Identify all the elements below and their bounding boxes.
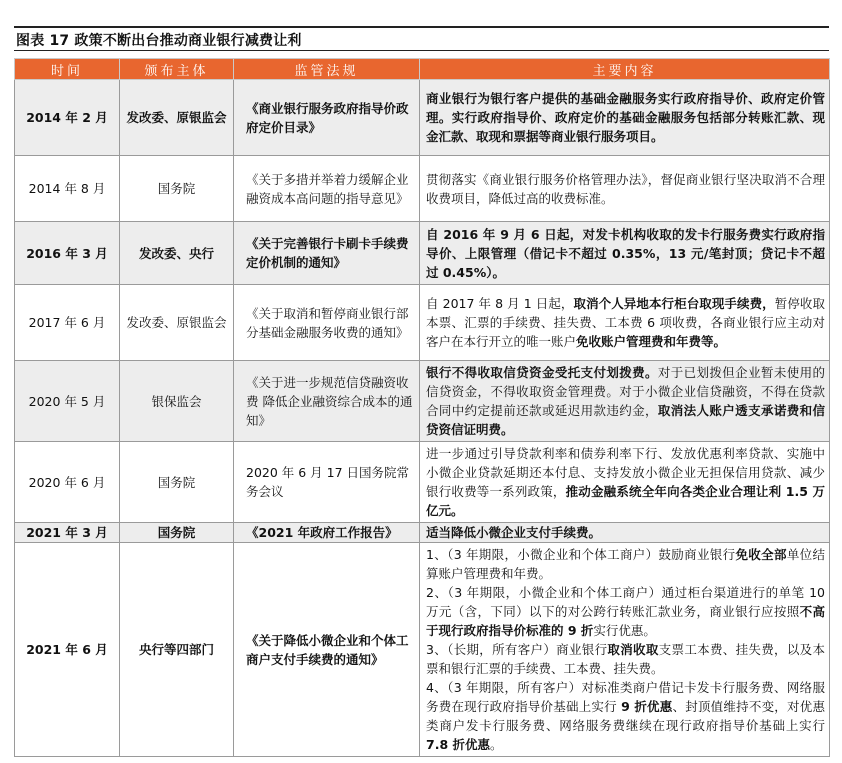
cell-content (420, 156, 830, 222)
cell-time: 2020 年 6 月 (15, 442, 120, 523)
cell-content (420, 361, 830, 442)
cell-content (420, 523, 830, 543)
cell-content (420, 80, 830, 156)
content-text: 贯彻落实《商业银行服务价格管理办法》，督促商业银行坚决取消不合理收费项目，降低过高的收费标准。 (426, 171, 825, 206)
cell-regulation: 《关于降低小微企业和个体工商户支付手续费的通知》 (234, 543, 420, 757)
table-row (15, 361, 830, 442)
content-text: 支票工本费、挂失费，以及本票和银行汇票的手续费、工本费、挂失费。 (426, 642, 825, 676)
content-paragraph (426, 583, 825, 640)
content-text: 1、（3 年期限，小微企业和个体工商户）鼓励商业银行 (426, 547, 736, 562)
cell-regulation: 《关于多措并举着力缓解企业融资成本高问题的指导意见》 (234, 156, 420, 222)
content-emphasis: 免收账户管理费和年费等。 (576, 334, 727, 349)
content-emphasis: 取消法人账户透支承诺费和信贷资信证明费。 (426, 403, 825, 437)
table-row (15, 156, 830, 222)
content-emphasis: 商业银行为银行客户提供的基础金融服务实行政府指导价、政府定价管理。实行政府指导价、政府定价的基础金融服务包括部分转账汇款、现金汇款、取现和票据等商业银行服务项目。 (426, 91, 825, 144)
figure-title: 图表 17 政策不断出台推动商业银行减费让利 (16, 33, 302, 49)
content-paragraph (426, 678, 825, 754)
table-row (15, 222, 830, 285)
cell-issuer: 发改委、央行 (120, 222, 234, 285)
cell-regulation: 2020 年 6 月 17 日国务院常务会议 (234, 442, 420, 523)
content-emphasis: 不高于现行政府指导价标准的 9 折 (426, 604, 825, 638)
content-text: 、封顶值维持不变，对优惠类商户发卡行服务费、网络服务费继续在现行政府指导价基础上实行 (426, 699, 825, 733)
cell-content (420, 222, 830, 285)
cell-issuer: 银保监会 (120, 361, 234, 442)
cell-content (420, 285, 830, 361)
content-text: 2、（3 年期限，小微企业和个体工商户）通过柜台渠道进行的单笔 10 万元（含，下同）以下的对公跨行转账汇款业务，商业银行应按照 (426, 585, 825, 619)
content-text: 进一步通过引导贷款利率和债券利率下行、发放优惠利率贷款、实施中小微企业贷款延期还本付息、支持发放小微企业无担保信用贷款、减少银行收费等一系列政策， (426, 446, 825, 499)
content-paragraph (426, 640, 825, 678)
policy-table (14, 58, 830, 757)
cell-content (420, 543, 830, 757)
cell-time: 2017 年 6 月 (15, 285, 120, 361)
cell-regulation: 《关于取消和暂停商业银行部分基础金融服务收费的通知》 (234, 285, 420, 361)
table-row (15, 523, 830, 543)
cell-regulation: 《2021 年政府工作报告》 (234, 523, 420, 543)
content-text: 单位结算账户管理费和年费。 (426, 547, 825, 581)
content-emphasis: 免收全部 (735, 547, 787, 562)
cell-time: 2020 年 5 月 (15, 361, 120, 442)
content-emphasis: 取消个人异地本行柜台取现手续费， (573, 296, 775, 311)
content-emphasis: 取消收取 (607, 642, 659, 657)
header-time: 时间 (15, 59, 120, 80)
cell-content (420, 442, 830, 523)
cell-issuer: 国务院 (120, 523, 234, 543)
cell-regulation: 《关于进一步规范信贷融资收费 降低企业融资综合成本的通知》 (234, 361, 420, 442)
content-text: 暂停收取本票、汇票的手续费、挂失费、工本费 6 项收费，各商业银行应主动对客户在本行开立的唯一账户 (426, 296, 825, 349)
cell-time: 2016 年 3 月 (15, 222, 120, 285)
table-row (15, 80, 830, 156)
cell-time: 2014 年 2 月 (15, 80, 120, 156)
header-regulation: 监管法规 (234, 59, 420, 80)
cell-issuer: 发改委、原银监会 (120, 80, 234, 156)
content-emphasis: 9 折优惠 (621, 699, 673, 714)
content-emphasis: 7.8 折优惠 (426, 737, 490, 752)
cell-issuer: 国务院 (120, 156, 234, 222)
content-emphasis: 适当降低小微企业支付手续费。 (426, 525, 602, 540)
cell-regulation: 《商业银行服务政府指导价政府定价目录》 (234, 80, 420, 156)
table-row (15, 442, 830, 523)
content-text: 4、（3 年期限，所有客户）对标准类商户借记卡发卡行服务费、网络服务费在现行政府指导价基础上实行 (426, 680, 825, 714)
table-row (15, 285, 830, 361)
content-text: 3、（长期，所有客户）商业银行 (426, 642, 608, 657)
content-text: 。 (490, 737, 503, 752)
table-header-row (15, 59, 830, 80)
cell-issuer: 央行等四部门 (120, 543, 234, 757)
cell-issuer: 发改委、原银监会 (120, 285, 234, 361)
cell-time: 2021 年 6 月 (15, 543, 120, 757)
figure-title-bar (14, 26, 829, 51)
header-issuer: 颁布主体 (120, 59, 234, 80)
content-text: 对于已划拨但企业暂未使用的信贷资金，不得收取资金管理费。对于小微企业信贷融资，不得在贷款合同中约定提前还款或延迟用款违约金， (426, 365, 825, 418)
content-emphasis: 自 2016 年 9 月 6 日起，对发卡机构收取的发卡行服务费实行政府指导价、上限管理（借记卡不超过 0.35%，13 元/笔封顶；贷记卡不超过 0.45%）。 (426, 226, 825, 280)
table-row (15, 543, 830, 757)
content-emphasis: 推动金融系统全年向各类企业合理让利 1.5 万亿元。 (426, 484, 825, 518)
content-text: 自 2017 年 8 月 1 日起， (426, 296, 574, 311)
content-paragraph (426, 545, 825, 583)
cell-issuer: 国务院 (120, 442, 234, 523)
cell-time: 2021 年 3 月 (15, 523, 120, 543)
content-text: 实行优惠。 (593, 623, 656, 638)
content-emphasis: 银行不得收取信贷资金受托支付划拨费。 (426, 365, 658, 380)
cell-regulation: 《关于完善银行卡刷卡手续费定价机制的通知》 (234, 222, 420, 285)
header-content: 主要内容 (420, 59, 830, 80)
cell-time: 2014 年 8 月 (15, 156, 120, 222)
